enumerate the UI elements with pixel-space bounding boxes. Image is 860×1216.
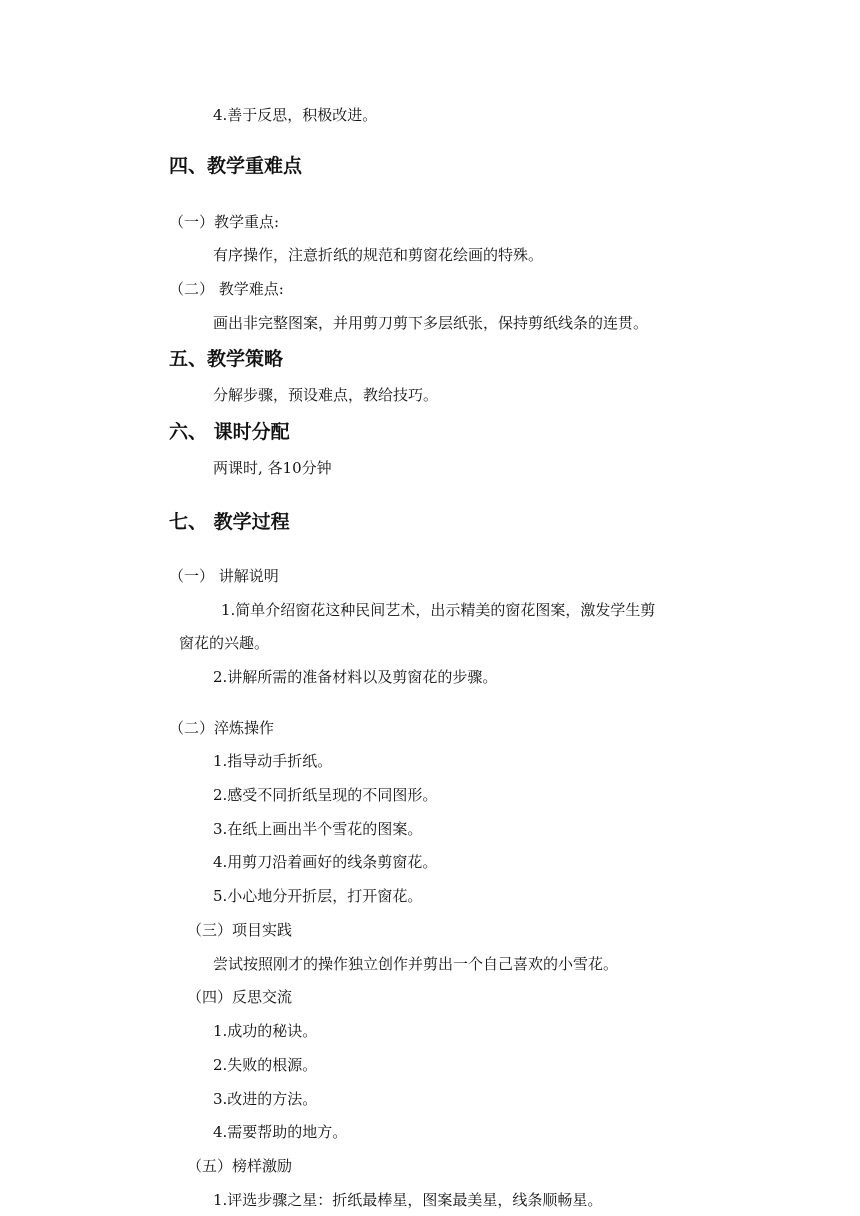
text-line: 4.用剪刀沿着画好的线条剪窗花。 — [213, 853, 438, 871]
text-line: 2.失败的根源。 — [213, 1056, 318, 1074]
text-line: 2.讲解所需的准备材料以及剪窗花的步骤。 — [213, 668, 498, 686]
subsection-heading: （三）项目实践 — [187, 921, 293, 939]
text-line: 尝试按照刚才的操作独立创作并剪出一个自己喜欢的小雪花。 — [213, 955, 619, 973]
text-line: 1.指导动手折纸。 — [213, 752, 333, 770]
text-line: 4.需要帮助的地方。 — [213, 1123, 348, 1141]
text-line: 1.评选步骤之星：折纸最棒星，图案最美星，线条顺畅星。 — [213, 1191, 603, 1209]
section-heading: 六、 课时分配 — [169, 421, 290, 443]
text-line: 窗花的兴趣。 — [179, 634, 270, 652]
text-line: 两课时, 各10分钟 — [213, 459, 332, 477]
text-line: 5.小心地分开折层，打开窗花。 — [213, 887, 423, 905]
text-line: 分解步骤，预设难点，教给技巧。 — [213, 386, 439, 404]
text-line: 画出非完整图案，并用剪刀剪下多层纸张，保持剪纸线条的连贯。 — [213, 314, 649, 332]
text-line: 4.善于反思，积极改进。 — [213, 106, 378, 124]
section-heading: 七、 教学过程 — [169, 511, 290, 533]
section-heading: 五、教学策略 — [169, 348, 284, 370]
text-line: 2.感受不同折纸呈现的不同图形。 — [213, 786, 438, 804]
text-line: 1.简单介绍窗花这种民间艺术，出示精美的窗花图案，激发学生剪 — [221, 601, 656, 619]
subsection-heading: （二）淬炼操作 — [169, 719, 275, 737]
subsection-heading: （二） 教学难点: — [169, 280, 284, 298]
subsection-heading: （一） 讲解说明 — [169, 567, 279, 585]
text-line: 3.改进的方法。 — [213, 1090, 318, 1108]
text-line: 有序操作，注意折纸的规范和剪窗花绘画的特殊。 — [213, 246, 544, 264]
text-line: 3.在纸上画出半个雪花的图案。 — [213, 820, 423, 838]
section-heading: 四、教学重难点 — [169, 155, 303, 177]
subsection-heading: （一）教学重点: — [169, 213, 280, 231]
subsection-heading: （四）反思交流 — [187, 988, 293, 1006]
text-line: 1.成功的秘诀。 — [213, 1022, 318, 1040]
subsection-heading: （五）榜样激励 — [187, 1157, 293, 1175]
